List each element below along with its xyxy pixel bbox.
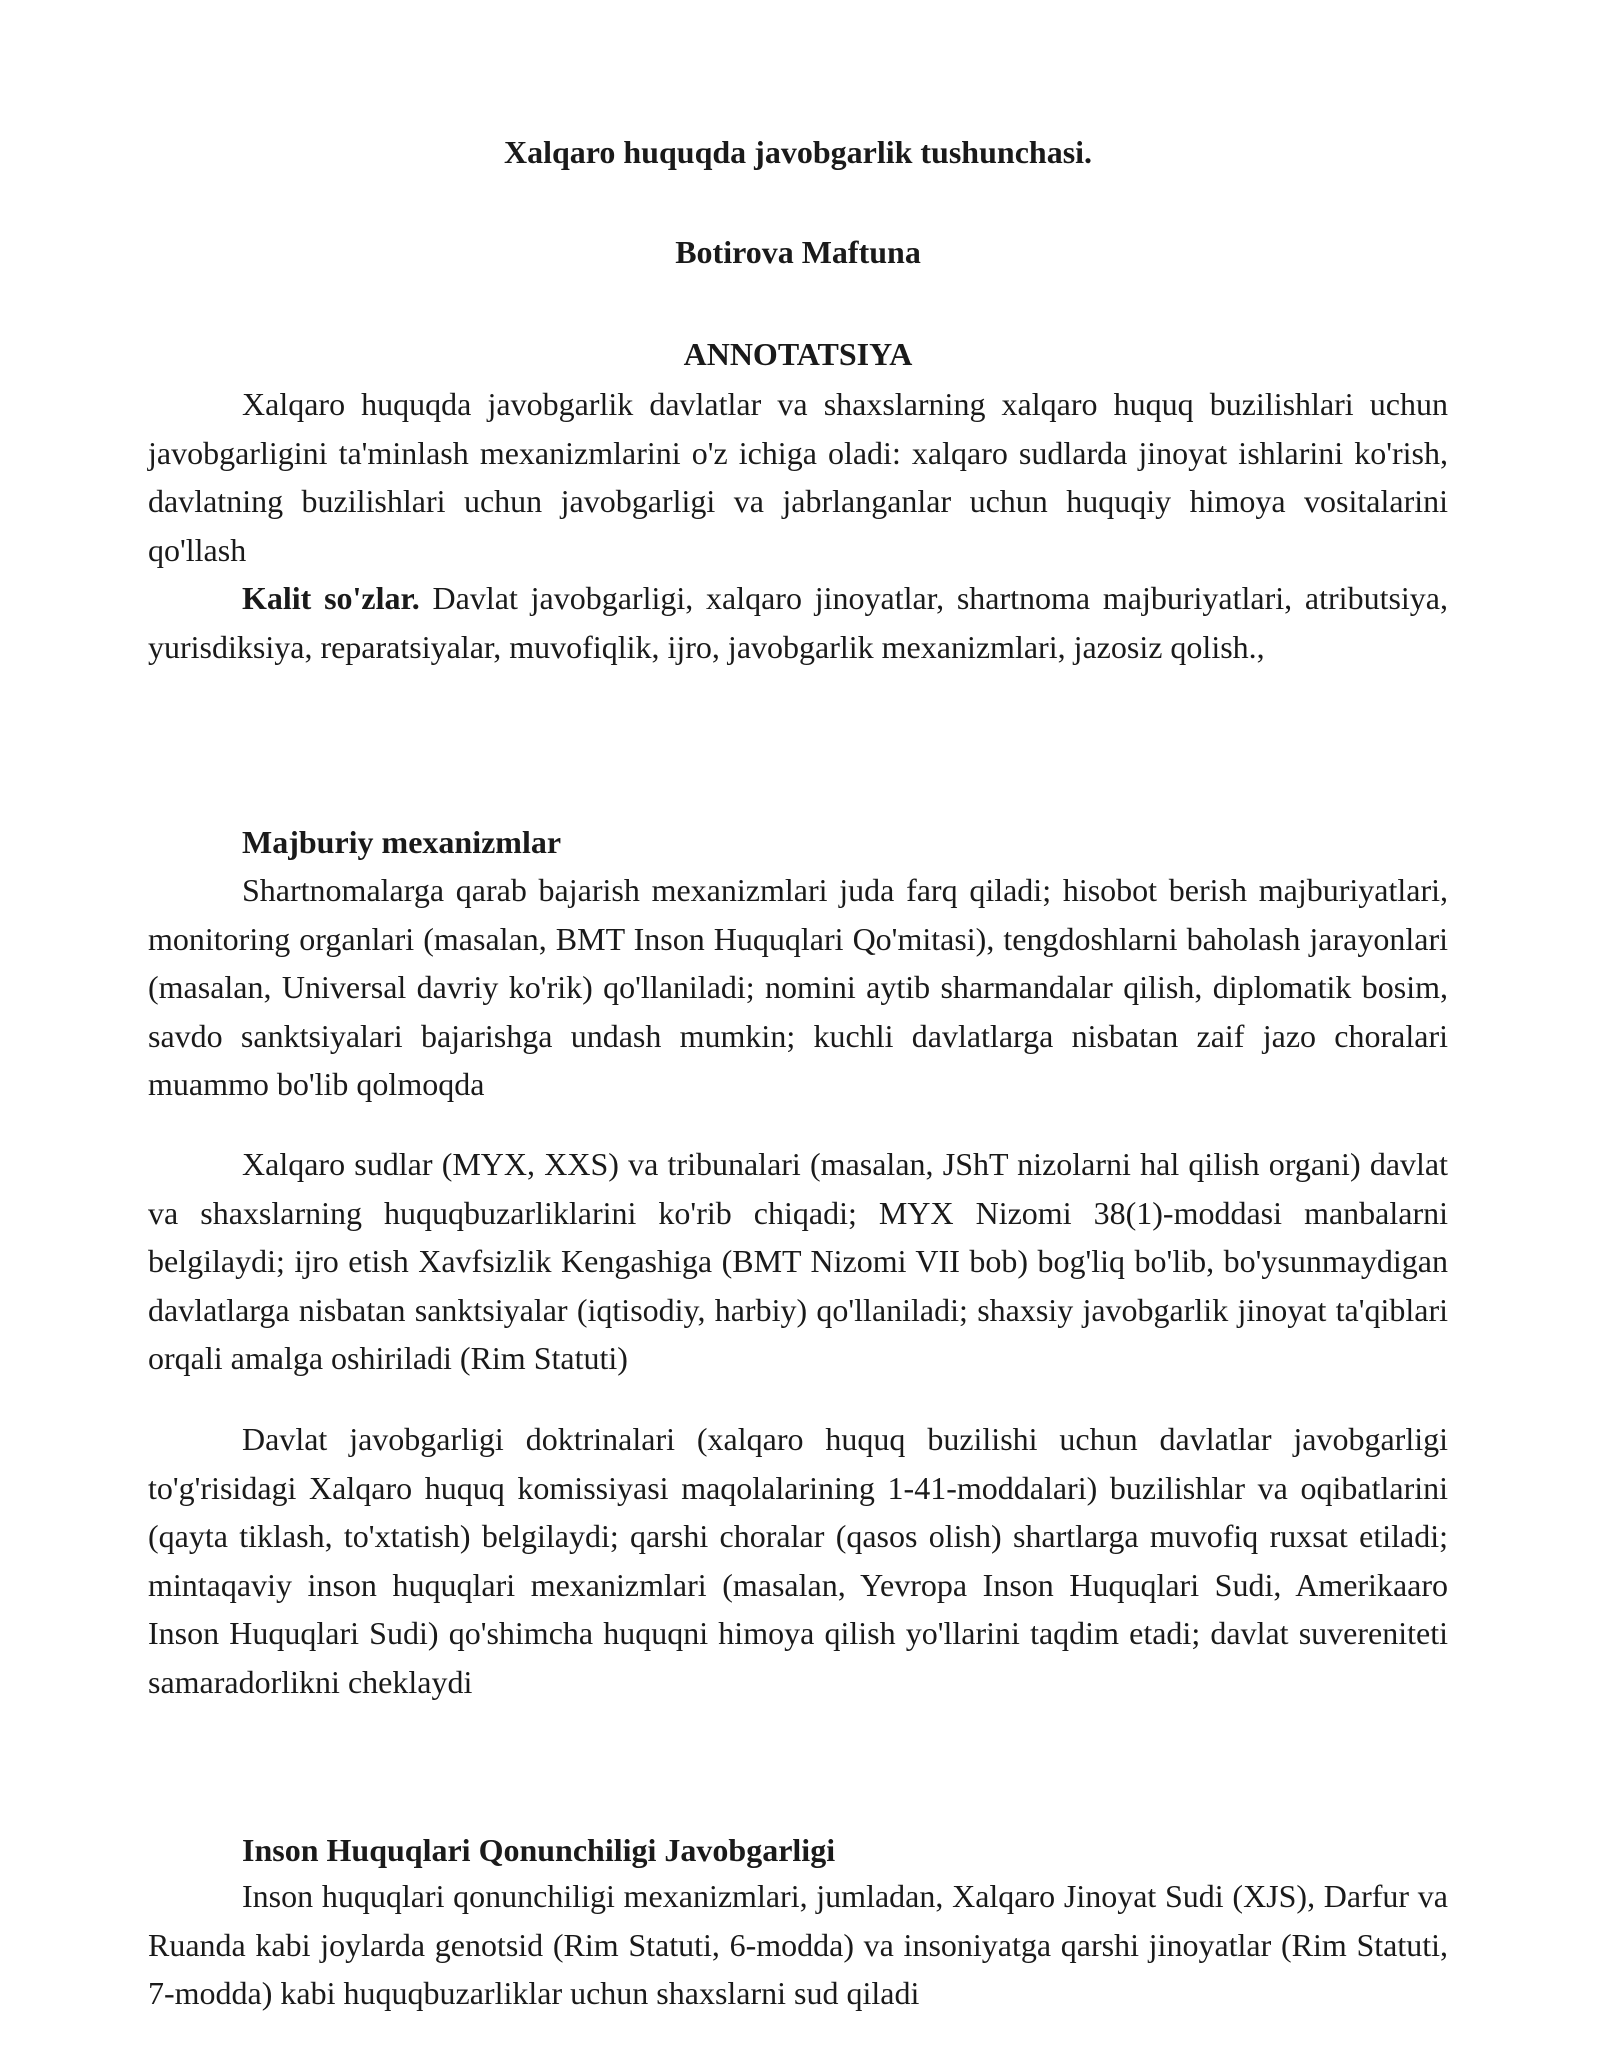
annotation-heading: ANNOTATSIYA	[683, 336, 913, 372]
keywords-text: Davlat javobgarligi, xalqaro jinoyatlar, shartnoma majburiyatlari, atributsiya, yurisdiksiya, reparatsiyalar, muvofiqlik, ijro, javobgarlik mexanizmlari, jazosiz qolish.,	[148, 580, 1449, 665]
annotation-paragraph: Xalqaro huquqda javobgarlik davlatlar va shaxslarning xalqaro huquq buzilishlari uchun javobgarligini ta'minlash mexanizmlarini o'z ichiga oladi: xalqaro sudlarda jinoyat ishlarini ko'rish, davlatning buzilishlari uchun javobgarligi va jabrlanganlar uchun huquqiy himoya vositalarini qo'llash	[148, 386, 1448, 568]
author-name: Botirova Maftuna	[675, 234, 921, 270]
keywords-label: Kalit so'zlar.	[242, 580, 420, 616]
section-heading-inson-huquqlari: Inson Huquqlari Qonunchiligi Javobgarligi	[242, 1832, 836, 1868]
paragraph-inson-huquqlari-1: Inson huquqlari qonunchiligi mexanizmlari, jumladan, Xalqaro Jinoyat Sudi (XJS), Darfur va Ruanda kabi joylarda genotsid (Rim Statuti, 6-modda) va insoniyatga qarshi jinoyatlar (Rim Statuti, 7-modda) kabi huquqbuzarliklar uchun shaxslarni sud qiladi	[148, 1878, 1448, 2011]
paragraph-majburiy-2: Xalqaro sudlar (MYX, XXS) va tribunalari (masalan, JShT nizolarni hal qilish organi) davlat va shaxslarning huquqbuzarliklarini ko'rib chiqadi; MYX Nizomi 38(1)-moddasi manbalarni belgilaydi; ijro etish Xavfsizlik Kengashiga (BMT Nizomi VII bob) bog'liq bo'lib, bo'ysunmaydigan davlatlarga nisbatan sanktsiyalar (iqtisodiy, harbiy) qo'llaniladi; shaxsiy javobgarlik jinoyat ta'qiblari orqali amalga oshiriladi (Rim Statuti)	[148, 1146, 1448, 1376]
document-title: Xalqaro huquqda javobgarlik tushunchasi.	[503, 134, 1093, 170]
keywords-paragraph	[148, 574, 1448, 671]
paragraph-majburiy-1: Shartnomalarga qarab bajarish mexanizmlari juda farq qiladi; hisobot berish majburiyatlari, monitoring organlari (masalan, BMT Inson Huquqlari Qo'mitasi), tengdoshlarni baholash jarayonlari (masalan, Universal davriy ko'rik) qo'llaniladi; nomini aytib sharmandalar qilish, diplomatik bosim, savdo sanktsiyalari bajarishga undash mumkin; kuchli davlatlarga nisbatan zaif jazo choralari muammo bo'lib qolmoqda	[148, 872, 1448, 1102]
paragraph-majburiy-3: Davlat javobgarligi doktrinalari (xalqaro huquq buzilishi uchun davlatlar javobgarligi to'g'risidagi Xalqaro huquq komissiyasi maqolalarining 1-41-moddalari) buzilishlar va oqibatlarini (qayta tiklash, to'xtatish) belgilaydi; qarshi choralar (qasos olish) shartlarga muvofiq ruxsat etiladi; mintaqaviy inson huquqlari mexanizmlari (masalan, Yevropa Inson Huquqlari Sudi, Amerikaaro Inson Huquqlari Sudi) qo'shimcha huquqni himoya qilish yo'llarini taqdim etadi; davlat suvereniteti samaradorlikni cheklaydi	[148, 1421, 1448, 1700]
section-heading-majburiy-mexanizmlar: Majburiy mexanizmlar	[242, 824, 562, 860]
